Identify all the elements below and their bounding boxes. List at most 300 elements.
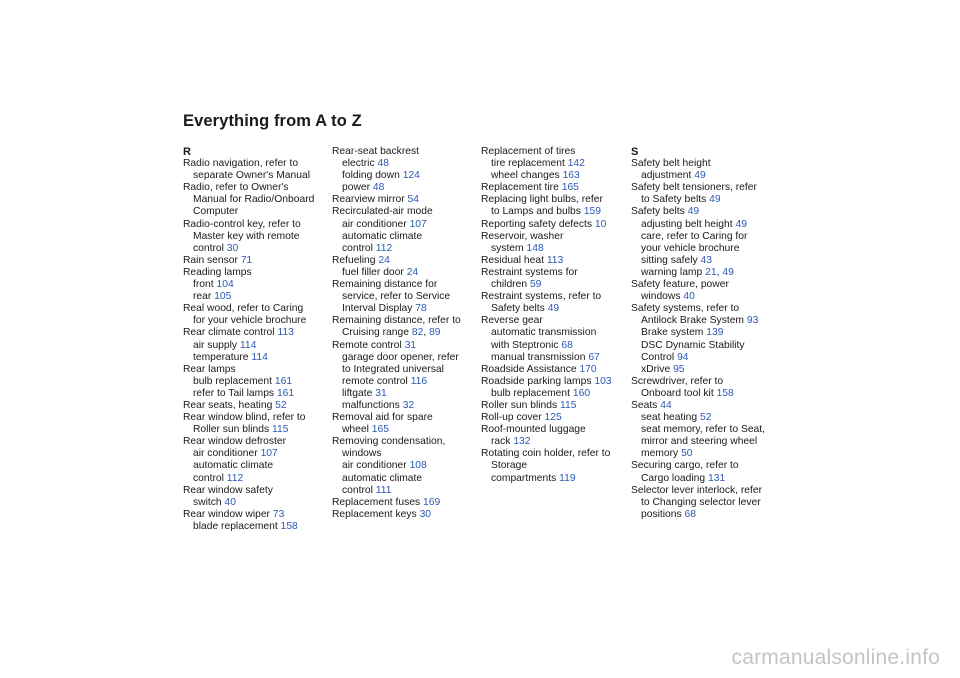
entry-text: sitting safely [641,254,698,266]
index-subentry [631,291,777,303]
index-subentry [481,327,627,339]
index-subentry [332,473,478,485]
entry-text: Remaining distance, refer to [332,315,461,327]
entry-text: Rear climate control [183,327,275,339]
entry-text: separate Owner's Manual [193,170,311,182]
entry-text: Remote control [332,339,402,351]
index-subentry [183,231,329,243]
entry-text: children [491,279,528,291]
page-link[interactable]: 44 [660,399,672,411]
page-link[interactable]: 161 [276,387,295,399]
entry-text: Rear-seat backrest [332,146,419,157]
index-subentry [631,340,777,352]
index-column-3 [481,146,627,485]
watermark: carmanualsonline.info [731,646,940,669]
entry-text: Rear window blind, refer to [183,412,306,424]
index-entry [183,303,329,315]
entry-text: switch [193,496,222,508]
entry-text: Reverse gear [481,315,543,327]
entry-text: automatic climate [342,230,423,242]
page-link[interactable]: 21 [705,266,717,278]
entry-text: compartments [491,472,557,484]
entry-text: Control [641,351,675,363]
index-entry [481,376,627,388]
index-subentry [481,460,627,472]
entry-text: Radio, refer to Owner's [183,182,289,194]
entry-text: DSC Dynamic Stability [641,339,745,351]
entry-text: automatic transmission [491,327,597,339]
entry-text: Replacing light bulbs, refer [481,194,603,206]
entry-text: power [342,182,371,194]
entry-text: Selector lever interlock, refer [631,484,763,496]
index-entry [332,509,478,521]
index-subentry [332,364,478,376]
index-subentry [183,194,329,206]
index-entry [183,485,329,497]
entry-text: Remaining distance for [332,279,438,291]
index-subentry [631,315,777,327]
index-subentry [332,182,478,194]
entry-text: Replacement keys [332,508,417,520]
index-subentry [183,424,329,436]
index-entry [332,255,478,267]
entry-text: Safety systems, refer to [631,303,740,315]
page-link[interactable]: 59 [529,279,542,291]
index-subentry: warning lamp 21, 49 [641,266,734,278]
entry-text: Master key with remote [193,230,300,242]
entry-text: warning lamp [641,266,703,278]
entry-text: Safety belt height [631,158,711,170]
entry-text: Roller sun blinds [481,399,558,411]
page-link[interactable]: 49 [694,170,706,182]
page-link[interactable]: 112 [226,472,244,484]
index-subentry [631,412,777,424]
entry-text: control [193,472,224,484]
index-entry [183,436,329,448]
page-link[interactable]: 103 [594,375,612,387]
entry-text: control [342,484,373,496]
entry-text: automatic climate [193,460,274,472]
index-subentry [183,279,329,291]
index-subentry [631,448,777,460]
entry-text: your vehicle brochure [641,242,740,254]
index-subentry [332,400,478,412]
entry-text: Reservoir, washer [481,230,564,242]
index-entry [332,497,478,509]
index-column-4 [631,146,777,521]
page-link[interactable]: 158 [280,520,298,532]
index-entry [332,206,478,218]
entry-text: Safety belts [491,303,545,315]
entry-text: Rearview mirror [332,194,405,206]
entry-text: windows [342,448,382,460]
page-link[interactable]: 114 [239,339,257,351]
entry-text: Screwdriver, refer to [631,375,724,387]
page-link[interactable]: 94 [677,351,689,363]
index-entry [481,267,627,279]
page-link[interactable]: 165 [561,182,579,194]
entry-text: Replacement of tires [481,146,576,157]
entry-text: malfunctions [342,399,400,411]
entry-text: Reporting safety defects [481,218,593,230]
page-link[interactable]: 52 [699,412,712,424]
entry-text: Safety belt tensioners, refer [631,182,757,194]
entry-text: Restraint systems, refer to [481,291,602,303]
page-link[interactable]: 131 [708,472,726,484]
entry-text: Roadside parking lamps [481,375,592,387]
page-link[interactable]: 119 [559,472,576,484]
entry-text: rear [193,291,212,303]
index-subentry [631,219,777,231]
entry-text: S [631,146,639,158]
entry-text: system [491,242,524,254]
index-entry [183,219,329,231]
page-link[interactable]: 104 [216,279,234,291]
page-link[interactable]: 139 [706,327,724,339]
entry-text: air supply [193,339,238,351]
index-entry [332,412,478,424]
page-link[interactable]: 31 [375,387,387,399]
entry-text: Radio-control key, refer to [183,218,301,230]
index-subentry [481,340,627,352]
entry-text: service, refer to Service [342,291,451,303]
index-subentry [332,303,478,315]
index-entry [631,460,777,472]
entry-text: air conditioner [342,218,407,230]
page-link[interactable]: 30 [419,508,432,520]
entry-text: automatic climate [342,472,423,484]
entry-text: Securing cargo, refer to [631,460,739,472]
page-link[interactable]: 158 [716,387,734,399]
page-link[interactable]: 24 [406,266,419,278]
page-link[interactable]: 115 [272,424,289,436]
entry-text: R [183,146,191,158]
page-link[interactable]: 163 [562,170,580,182]
entry-text: liftgate [342,387,373,399]
index-entry [631,158,777,170]
entry-text: xDrive [641,363,671,375]
page-link[interactable]: 82 [411,327,424,339]
index-subentry [183,497,329,509]
index-subentry [332,219,478,231]
page-link[interactable]: 73 [272,508,285,520]
index-subentry [332,352,478,364]
entry-text: Storage [491,460,528,472]
page-link[interactable]: 108 [409,460,427,472]
index-entry [183,412,329,424]
index-subentry [332,158,478,170]
entry-text: front [193,279,214,291]
page-link[interactable]: 107 [260,448,278,460]
index-subentry [481,243,627,255]
index-entry [481,182,627,194]
entry-text: Seats [631,399,658,411]
page-link[interactable]: 160 [572,387,591,399]
index-entry [183,509,329,521]
index-subentry [481,170,627,182]
page-link[interactable]: 54 [407,194,420,206]
entry-text: Residual heat [481,254,544,266]
page-link[interactable]: 71 [240,254,253,266]
entry-text: adjusting belt height [641,218,733,230]
entry-text: adjustment [641,170,692,182]
index-entry [332,315,478,327]
index-entry [332,340,478,352]
entry-text: tire replacement [491,158,565,170]
entry-text: with Steptronic [491,339,559,351]
entry-text: care, refer to Caring for [641,230,748,242]
index-entry [481,291,627,303]
entry-text: Rear window safety [183,484,273,496]
index-subentry [183,291,329,303]
entry-text: for your vehicle brochure [193,315,307,327]
entry-text: to Safety belts [641,194,707,206]
index-entry [183,400,329,412]
entry-text: Reading lamps [183,266,252,278]
page-link[interactable]: 40 [224,496,236,508]
section-letter [631,146,777,158]
page-link[interactable]: 116 [410,375,428,387]
entry-text: Roof-mounted luggage [481,424,586,436]
entry-text: Safety belts [631,206,685,218]
entry-text: refer to Tail lamps [193,387,275,399]
index-entry [332,146,478,158]
index-subentry [183,340,329,352]
page-link[interactable]: 93 [746,315,759,327]
index-subentry [481,436,627,448]
page-link[interactable]: 49 [735,218,747,230]
index-subentry [332,460,478,472]
entry-text: Radio navigation, refer to [183,158,299,170]
index-entry [481,448,627,460]
index-subentry [183,521,329,533]
entry-text: Rear window defroster [183,436,287,448]
entry-text: wheel [342,424,369,436]
index-entry [631,303,777,315]
page-link[interactable]: 111 [375,484,392,496]
page-link[interactable]: 49 [547,303,560,315]
index-subentry [631,170,777,182]
entry-text: windows [641,291,681,303]
index-subentry [332,267,478,279]
page-link[interactable]: 40 [683,291,695,303]
entry-text: Recirculated-air mode [332,206,433,218]
entry-text: control [342,242,373,254]
entry-text: Onboard tool kit [641,387,714,399]
index-subentry [631,473,777,485]
index-subentry [631,194,777,206]
index-subentry [631,243,777,255]
entry-text: Cargo loading [641,472,706,484]
page-link[interactable]: 68 [684,508,696,520]
entry-text: Roller sun blinds [193,424,270,436]
index-subentry [332,485,478,497]
index-subentry [631,509,777,521]
index-entry [481,424,627,436]
page-link[interactable]: 48 [372,182,385,194]
page-link[interactable]: 161 [274,375,293,387]
index-entry [631,400,777,412]
index-subentry [332,424,478,436]
index-entry [183,255,329,267]
page-link[interactable]: 89 [429,327,441,339]
entry-text: positions [641,508,682,520]
index-entry [183,182,329,194]
page-link[interactable]: 132 [513,436,531,448]
index-subentry [183,388,329,400]
page-link[interactable]: 112 [375,242,393,254]
index-entry [481,364,627,376]
index-entry [183,364,329,376]
page-link[interactable]: 124 [402,170,420,182]
index-entry [631,376,777,388]
entry-text: seat memory, refer to Seat, [641,424,765,436]
index-entry [481,315,627,327]
page-link[interactable]: 95 [673,363,685,375]
page-link[interactable]: 24 [378,254,390,266]
entry-text: memory [641,448,679,460]
entry-text: to Changing selector lever [641,496,761,508]
page-link[interactable]: 159 [583,206,601,218]
index-subentry [481,206,627,218]
entry-text: air conditioner [193,448,258,460]
entry-text: Rain sensor [183,254,238,266]
page-link[interactable]: 105 [214,291,232,303]
index-subentry [631,327,777,339]
index-subentry [332,170,478,182]
index-entry [481,146,627,158]
page-link[interactable]: 48 [377,158,389,170]
index-subentry [183,352,329,364]
index-subentry [481,388,627,400]
entry-text: Refueling [332,254,376,266]
page-link[interactable]: 107 [409,218,427,230]
page-link[interactable]: 50 [681,448,693,460]
entry-text: to Integrated universal [342,363,444,375]
entry-text: control [193,242,224,254]
page-link[interactable]: 113 [546,254,564,266]
index-entry [481,255,627,267]
index-subentry [183,206,329,218]
page-link[interactable]: 148 [526,242,544,254]
index-entry [631,206,777,218]
index-subentry [332,291,478,303]
entry-text: wheel changes [491,170,560,182]
page-link[interactable]: 68 [561,339,573,351]
entry-text: fuel filler door [342,266,404,278]
entry-text: Rear window wiper [183,508,270,520]
entry-text: Antilock Brake System [641,315,745,327]
index-column-2 [332,146,478,521]
index-entry [481,194,627,206]
index-subentry [183,243,329,255]
page-link[interactable]: 125 [544,412,562,424]
index-subentry [332,243,478,255]
index-subentry [481,352,627,364]
index-subentry [332,376,478,388]
page-link[interactable]: 43 [700,254,713,266]
entry-text: Roll-up cover [481,412,542,424]
entry-text: Safety feature, power [631,279,729,291]
index-subentry: Cruising range 82, 89 [342,327,441,339]
entry-text: remote control [342,375,408,387]
index-subentry [631,231,777,243]
page-link[interactable]: 30 [226,242,239,254]
index-entry [631,485,777,497]
page-link[interactable]: 113 [277,327,294,339]
index-subentry [183,460,329,472]
entry-text: Rear seats, heating [183,399,273,411]
page-link[interactable]: 31 [404,339,417,351]
entry-text: Real wood, refer to Caring [183,303,304,315]
index-entry [631,182,777,194]
index-subentry [332,448,478,460]
entry-text: mirror and steering wheel [641,436,758,448]
page-link[interactable]: 52 [275,399,287,411]
page-link[interactable]: 10 [594,218,607,230]
page-link[interactable]: 170 [579,363,597,375]
entry-text: Roadside Assistance [481,363,577,375]
page-link[interactable]: 78 [415,303,427,315]
page-link[interactable]: 49 [687,206,700,218]
index-subentry [332,388,478,400]
entry-text: Restraint systems for [481,266,578,278]
index-subentry [631,436,777,448]
index-entry [332,194,478,206]
entry-text: Replacement fuses [332,496,421,508]
index-entry [481,400,627,412]
page-link[interactable]: 165 [371,424,389,436]
page-link[interactable]: 67 [588,351,600,363]
entry-text: Manual for Radio/Onboard [193,194,315,206]
index-subentry [183,473,329,485]
index-subentry [481,158,627,170]
index-subentry [183,376,329,388]
entry-text: bulb replacement [491,387,570,399]
page-link[interactable]: 115 [560,399,577,411]
index-subentry [631,364,777,376]
entry-text: seat heating [641,412,698,424]
entry-text: temperature [193,351,249,363]
page-link[interactable]: 49 [722,266,734,278]
entry-text: Interval Display [342,303,413,315]
entry-text: Rotating coin holder, refer to [481,448,611,460]
index-entry [631,279,777,291]
entry-text: Replacement tire [481,182,559,194]
index-entry [183,267,329,279]
page-link[interactable]: 169 [423,496,441,508]
entry-text: to Lamps and bulbs [491,206,581,218]
entry-text: Removing condensation, [332,436,446,448]
index-entry [481,219,627,231]
page-title: Everything from A to Z [183,112,362,130]
index-subentry [183,170,329,182]
index-entry [183,158,329,170]
index-subentry [332,231,478,243]
page-link[interactable]: 32 [402,399,415,411]
page-link[interactable]: 49 [709,194,721,206]
index-column-1 [183,146,329,533]
entry-text: bulb replacement [193,375,272,387]
page-link[interactable]: 142 [567,158,585,170]
index-subentry [631,255,777,267]
entry-text: manual transmission [491,351,586,363]
page-link[interactable]: 114 [251,351,268,363]
entry-text: garage door opener, refer [342,351,459,363]
entry-text: air conditioner [342,460,407,472]
section-letter [183,146,329,158]
index-subentry [631,388,777,400]
